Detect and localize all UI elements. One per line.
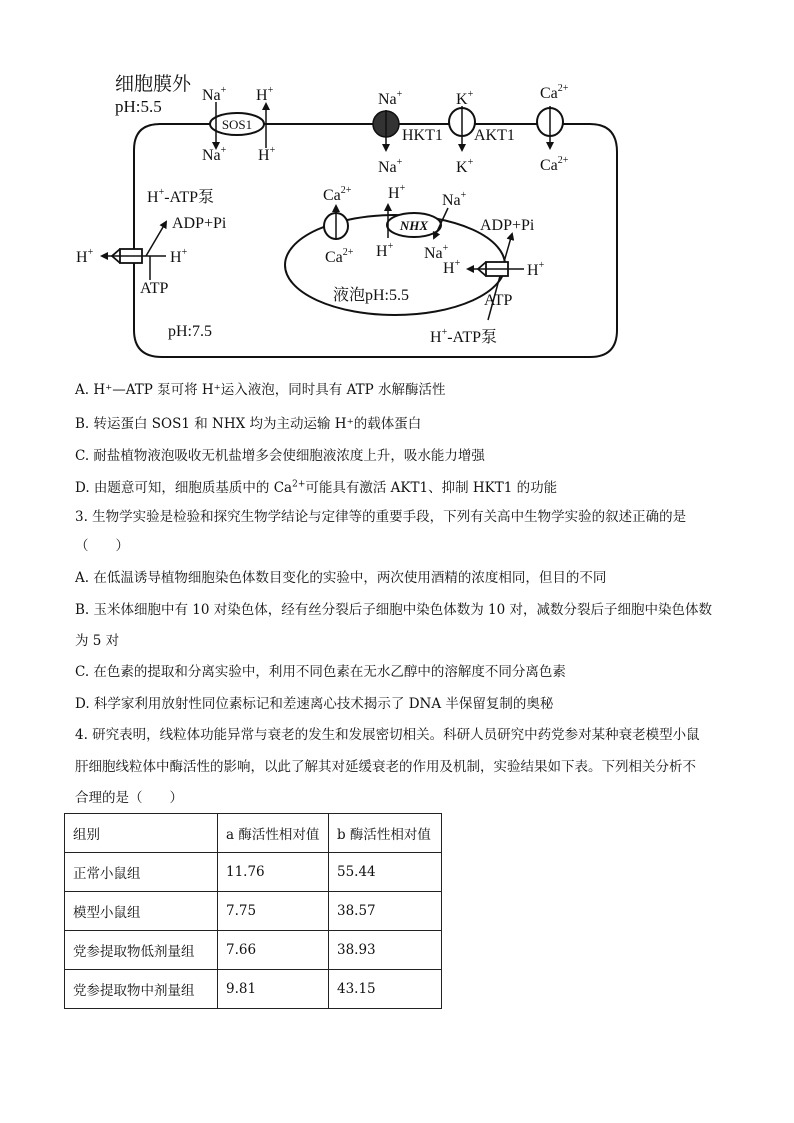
right-adp-pi: ADP+Pi xyxy=(480,217,535,234)
table-cell: 7.75 xyxy=(218,892,329,931)
table-row xyxy=(65,853,442,892)
q3-option-b-cont: 为 5 对 xyxy=(75,633,120,649)
sos1-h-out: H+ xyxy=(256,85,274,104)
nhx-h-cyto: H+ xyxy=(388,183,406,202)
vacuole-ca-in: $Ca^{2+}$ xyxy=(325,247,354,266)
akt1-k-in: K+ xyxy=(456,157,474,176)
hkt1-na-out: Na+ xyxy=(378,89,403,108)
akt1-label: AKT1 xyxy=(474,127,515,144)
table-row xyxy=(65,931,442,970)
right-h-vac: H+ xyxy=(443,258,461,277)
left-h-in: H+ xyxy=(170,247,188,266)
outside-ph: pH:5.5 xyxy=(115,97,162,116)
table-cell: 43.15 xyxy=(329,970,442,1009)
left-atp: ATP xyxy=(140,280,169,297)
sos1-na-out: Na+ xyxy=(202,85,227,104)
table-header-cell: 组别 xyxy=(65,814,218,853)
sos1-h-in: H+ xyxy=(258,145,276,164)
right-pump-label: H+-ATP泵 xyxy=(430,327,497,346)
q3-option-a: A. 在低温诱导植物细胞染色体数目变化的实验中，两次使用酒精的浓度相同，但目的不同 xyxy=(75,570,607,586)
q3-option-c: C. 在色素的提取和分离实验中，利用不同色素在无水乙醇中的溶解度不同分离色素 xyxy=(75,664,566,680)
left-adp-pi: ADP+Pi xyxy=(172,215,227,232)
left-pump-label: H+-ATP泵 xyxy=(147,187,214,206)
q3-stem: 3. 生物学实验是检验和探究生物学结论与定律等的重要手段，下列有关高中生物学实验的叙述正确的是 xyxy=(75,509,687,525)
table-header-cell: b 酶活性相对值 xyxy=(329,814,442,853)
table-cell: 模型小鼠组 xyxy=(65,892,218,931)
sos1-label: SOS1 xyxy=(221,117,253,132)
enzyme-activity-table xyxy=(64,813,442,1009)
hkt1-na-in: Na+ xyxy=(378,157,403,176)
q4-stem-3: 合理的是（ ） xyxy=(75,790,183,806)
sos1-na-in: Na+ xyxy=(202,145,227,164)
hkt1-label: HKT1 xyxy=(402,127,443,144)
table-cell: 55.44 xyxy=(329,853,442,892)
nhx-label: NHX xyxy=(399,218,429,233)
q4-stem-2: 肝细胞线粒体中酶活性的影响，以此了解其对延缓衰老的作用及机制，实验结果如下表。下列相关分析不 xyxy=(75,759,696,775)
q3-option-b: B. 玉米体细胞中有 10 对染色体，经有丝分裂后子细胞中染色体数为 10 对，减数分裂后子细胞中染色体数 xyxy=(75,602,713,618)
nhx-h-vac: H+ xyxy=(376,241,394,260)
outside-label: 细胞膜外 xyxy=(115,74,192,95)
table-header-cell: a 酶活性相对值 xyxy=(218,814,329,853)
table-cell: 党参提取物中剂量组 xyxy=(65,970,218,1009)
table-cell: 正常小鼠组 xyxy=(65,853,218,892)
table-row xyxy=(65,970,442,1009)
q2-option-a: A. H⁺—ATP 泵可将 H⁺运入液泡，同时具有 ATP 水解酶活性 xyxy=(75,382,446,398)
left-h-out: H+ xyxy=(76,247,94,266)
table-cell: 党参提取物低剂量组 xyxy=(65,931,218,970)
table-cell: 9.81 xyxy=(218,970,329,1009)
right-h-cyto: H+ xyxy=(527,260,545,279)
table-row xyxy=(65,892,442,931)
vacuole-ca-out: $Ca^{2+}$ xyxy=(323,185,352,204)
q2-option-c: C. 耐盐植物液泡吸收无机盐增多会使细胞液浓度上升，吸水能力增强 xyxy=(75,448,485,464)
membrane-ca-in: $Ca^{2+}$ xyxy=(540,155,569,174)
table-cell: 38.57 xyxy=(329,892,442,931)
membrane-ca-out: $Ca^{2+}$ xyxy=(540,83,569,102)
q3-option-d: D. 科学家利用放射性同位素标记和差速离心技术揭示了 DNA 半保留复制的奥秘 xyxy=(75,696,554,712)
cytoplasm-ph: pH:7.5 xyxy=(168,323,212,340)
q4-stem-1: 4. 研究表明，线粒体功能异常与衰老的发生和发展密切相关。科研人员研究中药党参对某种衰老模型小鼠 xyxy=(75,727,700,743)
q2-option-b: B. 转运蛋白 SOS1 和 NHX 均为主动运输 H⁺的载体蛋白 xyxy=(75,416,422,432)
nhx-na-cyto: Na+ xyxy=(442,190,467,209)
vacuole-label: 液泡pH:5.5 xyxy=(333,287,410,304)
right-atp: ATP xyxy=(484,292,513,309)
table-cell: 11.76 xyxy=(218,853,329,892)
q3-stem-bracket: （ ） xyxy=(75,538,129,554)
ion-transport-diagram xyxy=(0,0,794,365)
akt1-k-out: K+ xyxy=(456,89,474,108)
nhx-na-vac: Na+ xyxy=(424,243,449,262)
q2-option-d: D. 由题意可知，细胞质基质中的 $Ca^{2+}$可能具有激活 AKT1、抑制 HKT1 的功能 xyxy=(75,479,558,496)
table-header-row xyxy=(65,814,442,853)
table-cell: 7.66 xyxy=(218,931,329,970)
table-cell: 38.93 xyxy=(329,931,442,970)
